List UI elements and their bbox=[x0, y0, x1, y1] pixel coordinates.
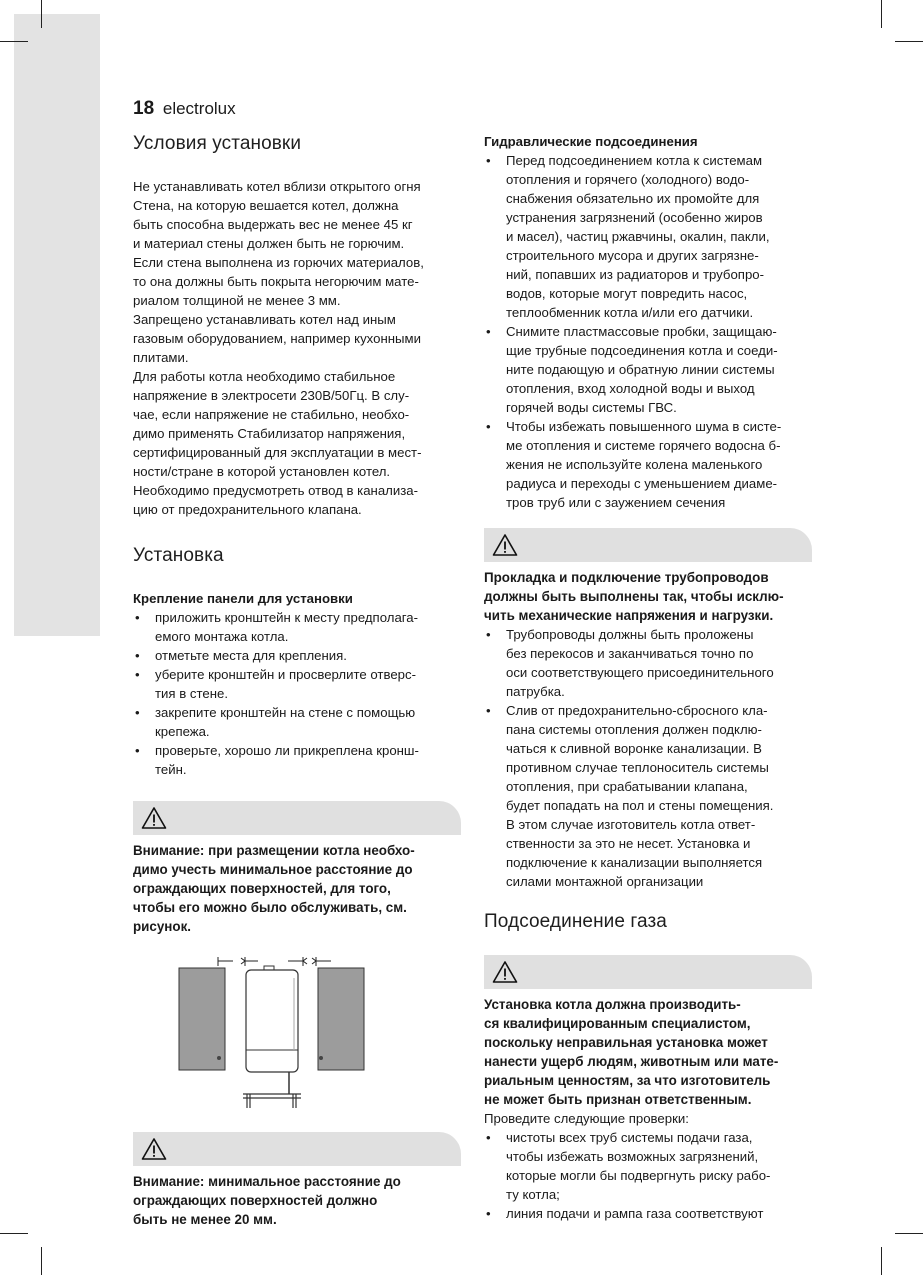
list-item: • Трубопроводы должны быть проложены без перекосов и заканчиваться точно по оси соответствующего присоединительного патрубка. bbox=[484, 625, 812, 701]
list-item: • приложить кронштейн к месту предполага- емого монтажа котла. bbox=[133, 608, 461, 646]
crop-mark bbox=[41, 1247, 42, 1275]
page-number: 18 bbox=[133, 98, 155, 119]
warning-bar bbox=[484, 955, 812, 989]
list-item: • Чтобы избежать повышенного шума в систе- ме отопления и системе горячего водосна б- жения не используйте колена маленького радиуса и переходы с уменьшением диаме- тров труб или с заужением сечения bbox=[484, 417, 812, 512]
clearance-diagram bbox=[133, 954, 461, 1116]
page-header bbox=[133, 98, 236, 120]
list-item: • Слив от предохранительно-сбросного кла- пана системы отопления должен подклю- чаться к сливной воронке канализации. В противном случае теплоноситель системы отопления, при срабатывании клапана, будет попадать на пол и стены помещения. В этом случае изготовитель котла ответ- ственности за это не несет. Установка и подключение к канализации выполняется силами монтажной организации bbox=[484, 701, 812, 891]
list-item: • уберите кронштейн и просверлите отверс- тия в стене. bbox=[133, 665, 461, 703]
hydraulic-list bbox=[484, 151, 812, 512]
crop-mark bbox=[895, 1233, 923, 1234]
gas-checks-list bbox=[484, 1128, 812, 1223]
left-column bbox=[133, 133, 461, 1229]
right-column bbox=[484, 132, 812, 1223]
side-tab bbox=[14, 14, 100, 636]
piping-list bbox=[484, 625, 812, 891]
list-item: • отметьте места для крепления. bbox=[133, 646, 461, 665]
list-item: • Снимите пластмассовые пробки, защищаю- щие трубные подсоединения котла и соеди- ните подающую и обратную линии системы отопления, вход холодной воды и выход горячей воды системы ГВС. bbox=[484, 322, 812, 417]
warning-text-gas: Установка котла должна производить- ся квалифицированным специалистом, поскольку неправильная установка может нанести ущерб людям, животным или мате- риальным ценностям, за что изготовитель не может быть признан ответственным. bbox=[484, 997, 779, 1107]
warning-icon bbox=[492, 533, 518, 557]
warning-icon bbox=[141, 806, 167, 830]
list-item: • чистоты всех труб системы подачи газа, чтобы избежать возможных загрязнений, которые могли бы подвергнуть риску рабо- ту котла; bbox=[484, 1128, 812, 1204]
warning-text-min-distance: Внимание: минимальное расстояние до ограждающих поверхностей должно быть не менее 20 мм. bbox=[133, 1174, 401, 1227]
installation-steps bbox=[133, 608, 461, 779]
crop-mark bbox=[0, 1233, 28, 1234]
crop-mark bbox=[895, 41, 923, 42]
warning-bar bbox=[484, 528, 812, 562]
warning-icon bbox=[141, 1137, 167, 1161]
boiler-clearance-illustration bbox=[133, 954, 461, 1116]
warning-bar bbox=[133, 1132, 461, 1166]
conditions-text: Не устанавливать котел вблизи открытого огня Стена, на которую вешается котел, должна быть способна выдержать вес не менее 45 кг и материал стены должен быть не горючим. Если стена выполнена из горючих материалов, то она должны быть покрыта негорючим мате- риалом толщиной не менее 3 мм. Запрещено устанавливать котел над иным газовым оборудованием, например кухонными плитами. Для работы котла необходимо стабильное напряжение в электросети 230В/50Гц. В слу- чае, если напряжение не стабильно, необхо- димо применять Стабилизатор напряжения, сертифицированный для эксплуатации в мест- ности/стране в которой установлен котел. Необходимо предусмотреть отвод в канализа- цию от предохранительного клапана. bbox=[133, 179, 424, 517]
crop-mark bbox=[0, 41, 28, 42]
brand-name: electrolux bbox=[162, 99, 236, 118]
warning-bar bbox=[133, 801, 461, 835]
gas-checks-intro: Проведите следующие проверки: bbox=[484, 1111, 689, 1126]
section-title-conditions: Условия установки bbox=[133, 133, 302, 154]
warning-text-piping: Прокладка и подключение трубопроводов должны быть выполнены так, чтобы исклю- чить механические напряжения и нагрузки. bbox=[484, 570, 784, 623]
list-item: • проверьте, хорошо ли прикреплена кронш- тейн. bbox=[133, 741, 461, 779]
list-item: • Перед подсоединением котла к системам отопления и горячего (холодного) водо- снабжения обязательно их промойте для устранения загрязнений (особенно жиров и масел), частиц ржавчины, окалин, пакли, строительного мусора и других загрязне- ний, попавших из радиаторов и трубопро- водов, которые могут повредить насос, теплообменник котла и/или его датчики. bbox=[484, 151, 812, 322]
warning-text-clearance: Внимание: при размещении котла необхо- димо учесть минимальное расстояние до ограждающих поверхностей, для того, чтобы его можно было обслуживать, см. рисунок. bbox=[133, 843, 415, 934]
crop-mark bbox=[881, 0, 882, 28]
section-title-installation: Установка bbox=[133, 545, 224, 566]
list-item: • закрепите кронштейн на стене с помощью крепежа. bbox=[133, 703, 461, 741]
crop-mark bbox=[41, 0, 42, 28]
installation-subtitle: Крепление панели для установки bbox=[133, 591, 353, 606]
section-title-gas: Подсоединение газа bbox=[484, 911, 667, 932]
warning-icon bbox=[492, 960, 518, 984]
list-item: • линия подачи и рампа газа соответствуют bbox=[484, 1204, 812, 1223]
crop-mark bbox=[881, 1247, 882, 1275]
hydraulic-subtitle: Гидравлические подсоединения bbox=[484, 134, 698, 149]
